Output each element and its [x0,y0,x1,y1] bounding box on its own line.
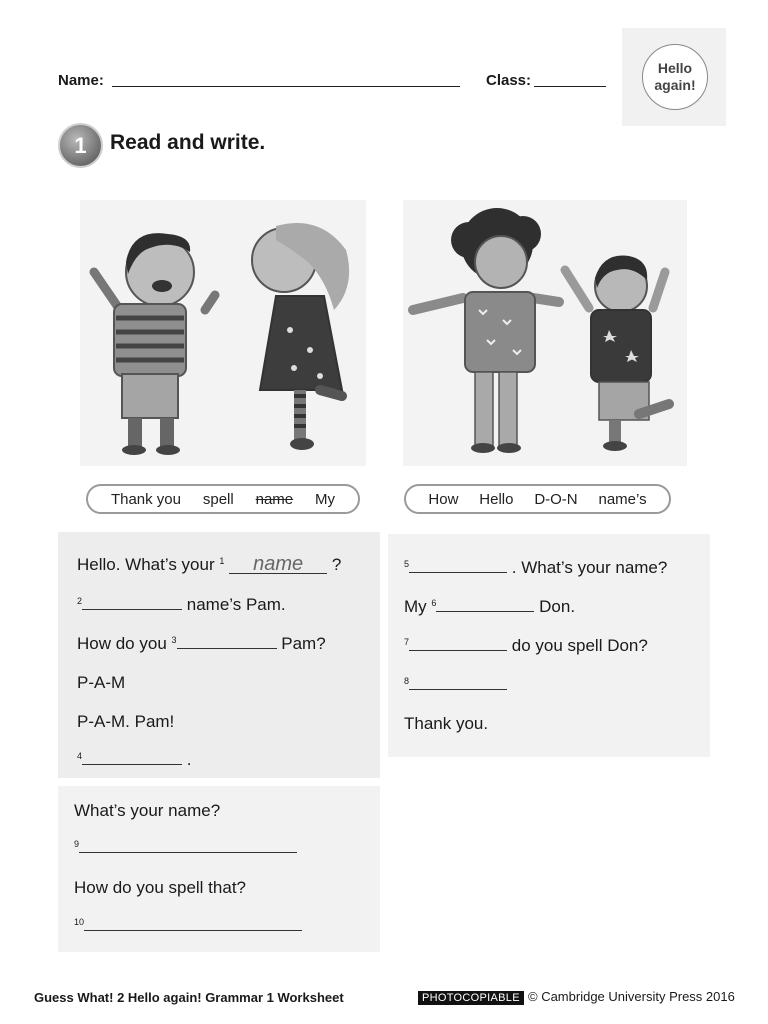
blank-number-1: 1 [219,556,225,566]
word-box-2-word-4: name’s [598,490,647,508]
badge-line2: again! [654,77,696,93]
word-box-1-word-4: My [315,490,336,508]
answer-blank-8[interactable] [409,675,507,690]
blank-number-10: 10 [74,917,85,927]
boy-figure [94,233,215,455]
word-box-2-word-3: D-O-N [534,490,578,508]
answer-blank-6[interactable] [436,597,534,612]
dialog-2-line-2 [404,597,575,617]
word-box-1-word-3-struck: name [255,490,294,508]
boy-don-figure [565,255,669,451]
blank-number-2: 2 [77,596,83,606]
word-box-2-word-2: Hello [479,490,514,508]
answer-blank-7[interactable] [409,636,507,651]
answer-blank-4[interactable] [82,750,182,765]
illustration-don [403,200,687,466]
answer-blank-9[interactable] [79,838,297,853]
question-what-is-your-name: What’s your name? [74,801,221,820]
dialog-2-line-3 [404,636,648,656]
class-label: Class: [486,72,532,89]
dialog-2-line-2-end: Don. [539,597,576,616]
unit-badge-circle [642,44,708,110]
answer-blank-3[interactable] [177,634,277,649]
exercise-number-badge [58,123,103,168]
dialog-1-line-3-end: Pam? [281,634,326,653]
question-how-do-you-spell: How do you spell that? [74,878,246,897]
curly-girl-figure [413,208,559,453]
answer-blank-5[interactable] [409,558,507,573]
girl-figure [252,223,349,450]
dialog-1-line-1 [77,555,341,575]
dialog-1-line-6-end: . [186,750,192,769]
dialog-2-line-1-text: . What’s your name? [511,558,668,577]
blank-number-3: 3 [171,635,177,645]
unit-badge [622,28,726,126]
dialog-1-line-3-text: How do you [77,634,167,653]
class-write-line[interactable] [534,86,606,87]
dialog-1-line-3 [77,634,326,654]
name-write-line[interactable] [112,86,460,87]
dialog-1-line-6 [77,750,191,770]
blank-number-9: 9 [74,839,80,849]
dialog-3-answer-9 [74,838,297,858]
dialog-2-line-1 [404,558,667,578]
answer-blank-2[interactable] [82,595,182,610]
word-box-1 [86,484,360,514]
copyright-notice: © Cambridge University Press 2016 [528,989,735,1004]
kids-picture-2 [403,200,687,466]
answer-blank-10[interactable] [84,916,302,931]
dialog-1-line-1-end: ? [331,555,342,574]
dialog-1-line-1-text: Hello. What’s your [77,555,215,574]
dialog-1-line-2-text: name’s Pam. [186,595,286,614]
footer-title: Guess What! 2 Hello again! Grammar 1 Worksheet [34,990,344,1005]
dialog-1-line-2 [77,595,286,615]
word-box-2 [404,484,671,514]
badge-line1: Hello [657,60,693,76]
blank-number-8: 8 [404,676,410,686]
dialog-3-answer-10 [74,916,302,936]
word-box-1-word-1: Thank you [110,490,181,508]
dialog-2-line-5: Thank you. [404,714,489,733]
dialog-1-line-4: P-A-M [77,673,126,692]
photocopiable-badge: PHOTOCOPIABLE [418,991,524,1005]
word-box-2-word-1: How [428,490,459,508]
blank-number-7: 7 [404,637,410,647]
dialog-2-line-2-text: My [404,597,427,616]
blank-number-4: 4 [77,751,83,761]
kids-picture-1 [80,200,366,466]
name-label: Name: [58,72,104,89]
blank-number-6: 6 [431,598,437,608]
blank-number-5: 5 [404,559,410,569]
dialog-1-line-5: P-A-M. Pam! [77,712,175,731]
dialog-2-line-3-text: do you spell Don? [511,636,648,655]
exercise-number: 1 [74,132,87,158]
answer-blank-1[interactable]: name [229,555,327,574]
word-box-1-word-2: spell [202,490,234,508]
exercise-title: Read and write. [110,131,266,154]
illustration-pam [80,200,366,466]
dialog-2-line-4 [404,675,507,695]
